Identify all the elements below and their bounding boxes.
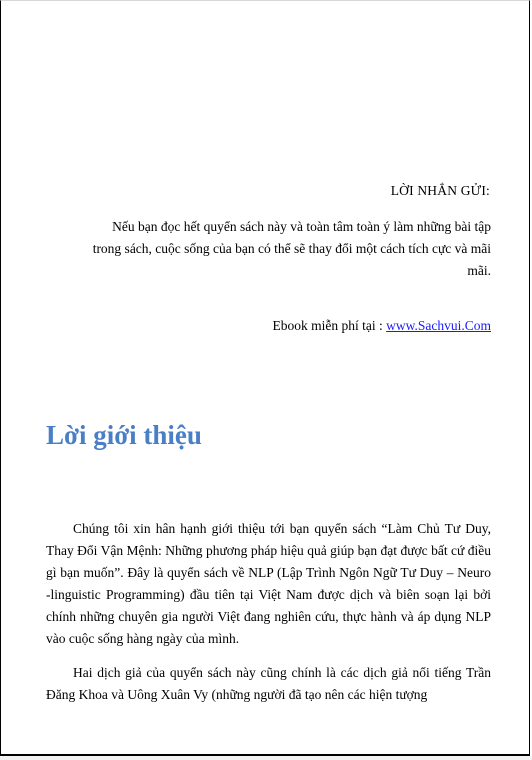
paragraph-1 <box>46 518 491 650</box>
ebook-prefix: Ebook miễn phí tại : <box>272 318 387 333</box>
paragraph-2 <box>46 662 491 706</box>
ebook-link[interactable]: www.Sachvui.Com <box>386 318 491 333</box>
note-body: Nếu bạn đọc hết quyển sách này và toàn tâm toàn ý làm những bài tập trong sách, cuộc sống của bạn có thể sẽ thay đổi một cách tích cực và mãi mãi. <box>92 219 491 278</box>
paragraph-1-text: Chúng tôi xin hân hạnh giới thiệu tới bạn quyển sách “Làm Chủ Tư Duy, Thay Đổi Vận Mệnh: Những phương pháp hiệu quả giúp bạn đạt được bất cứ điều gì bạn muốn”. Đây là quyển sách về NLP (Lập Trình Ngôn Ngữ Tư Duy – Neuro -linguistic Programming) đầu tiên tại Việt Nam được dịch và biên soạn lại bởi chính những chuyên gia người Việt đang nghiên cứu, thực hành và áp dụng NLP vào cuộc sống hàng ngày của mình. <box>46 521 491 646</box>
note-heading: LỜI NHẮN GỬI: <box>390 183 490 198</box>
paragraph-2-text: Hai dịch giả của quyển sách này cũng chính là các dịch giả nổi tiếng Trần Đăng Khoa và Uông Xuân Vy (những người đã tạo nên các hiện tượng <box>46 665 491 702</box>
chapter-title: Lời giới thiệu <box>46 420 202 450</box>
bottom-scroll-strip <box>0 756 532 760</box>
ebook-line <box>273 318 492 334</box>
